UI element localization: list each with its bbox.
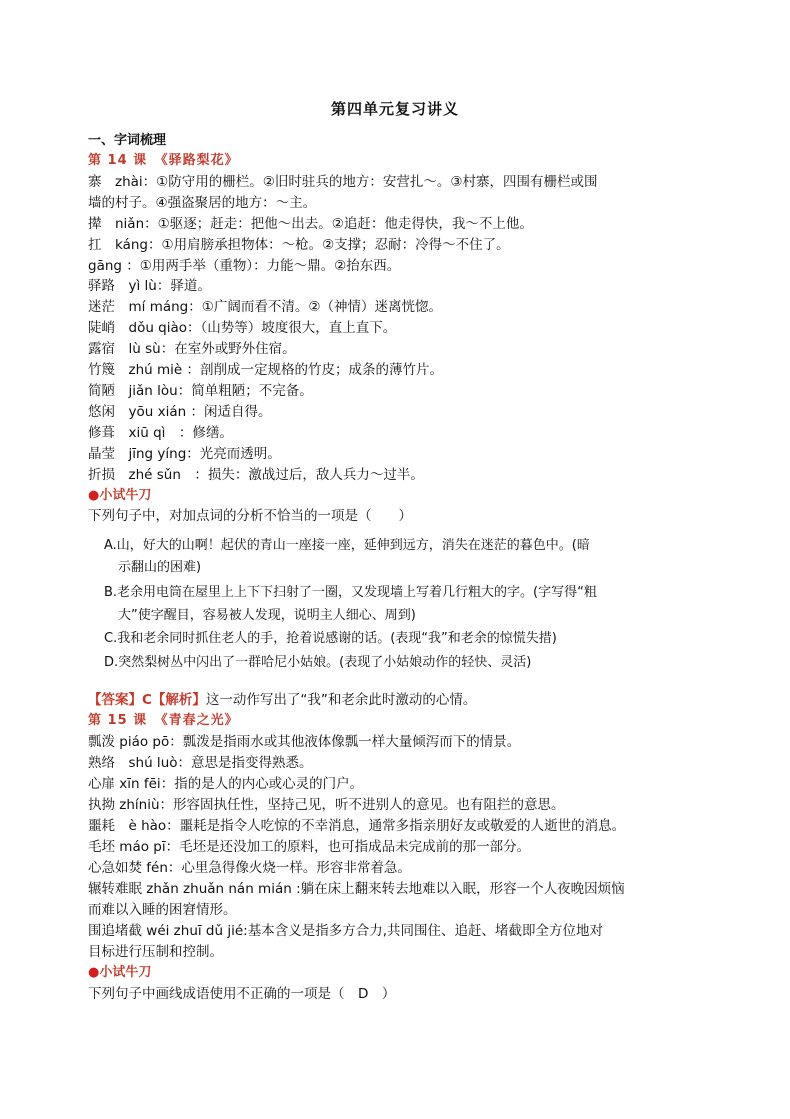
trial-label: 小试牛刀 [99, 965, 152, 980]
question-1: 下列句子中，对加点词的分析不恰当的一项是（ ） [88, 508, 412, 524]
answer-tag: 【答案】 [88, 692, 142, 708]
lesson-15-entry-line: 瓢泼 piáo pō：瓢泼是指雨水或其他液体像瓢一样大量倾泻而下的情景。 [88, 734, 521, 750]
lesson-15-entry-line: 目标进行压制和控制。 [88, 944, 223, 960]
lesson-15-entry-line: 心急如焚 fén：心里急得像火烧一样。形容非常着急。 [88, 860, 411, 876]
lesson-14-entry-line: 露宿 lù sù：在室外或野外住宿。 [88, 341, 296, 357]
lesson-15-entry-line: 围追堵截 wéi zhuī dǔ jié:基本含义是指多方合力,共同围住、追赶、堵截即全方位地对 [88, 923, 603, 939]
question-1-option-line: 示翻山的困难) [118, 560, 202, 575]
lesson-15-entry-line: 毛坯 máo pī：毛坯是还没加工的原料，也可指成品未完成前的那一部分。 [88, 839, 531, 855]
lesson-14-entry-line: 陡峭 dǒu qiào：（山势等）坡度很大，直上直下。 [88, 320, 397, 336]
lesson-14-entry-line: gāng ：①用两手举（重物）：力能～鼎。②抬东西。 [88, 258, 401, 274]
bullet-dot-icon: ● [88, 488, 100, 503]
lesson-14-entry-line: 折损 zhé sǔn ：损失：激战过后，敌人兵力～过半。 [88, 467, 424, 483]
lesson-14-entry-line: 迷茫 mí máng：①广阔而看不清。②（神情）迷离恍惚。 [88, 299, 442, 315]
question-1-option-line: A.山，好大的山啊！起伏的青山一座接一座，延伸到远方，消失在迷茫的暮色中。(暗 [104, 538, 590, 553]
bullet-dot-icon: ● [88, 965, 100, 980]
answer-letter: C [142, 692, 152, 708]
lesson-14-entry-line: 驿路 yì lù：驿道。 [88, 278, 211, 294]
lesson-15-entry-line: 执拗 zhíniù：形容固执任性，坚持己见，听不进别人的意见。也有阻拦的意思。 [88, 797, 565, 813]
lesson-14-entry-line: 扛 káng：①用肩膀承担物体：～枪。②支撑；忍耐：冷得～不住了。 [88, 237, 510, 253]
analysis-text: 这一动作写出了“我”和老余此时激动的心情。 [205, 692, 477, 708]
trial-heading-2 [88, 963, 718, 983]
lesson-15-heading: 第 15 课 《青春之光》 [88, 713, 239, 728]
question-2-suffix: ） [368, 986, 396, 1002]
lesson-14-entry-line: 撵 niǎn：①驱逐；赶走：把他～出去。②追赶：他走得快，我～不上他。 [88, 216, 533, 232]
question-1-answer [88, 690, 718, 710]
lesson-14-entry-line: 竹篾 zhú miè ：剖削成一定规格的竹皮；成条的薄竹片。 [88, 362, 443, 378]
trial-heading-1 [88, 486, 718, 506]
analysis-tag: 【解析】 [151, 692, 206, 708]
page-title: 第四单元复习讲义 [330, 100, 459, 118]
lesson-14-entry-line: 晶莹 jīng yíng：光亮而透明。 [88, 446, 281, 462]
lesson-15-entry-line: 噩耗 è hào：噩耗是指令人吃惊的不幸消息，通常多指亲朋好友或敬爱的人逝世的消息。 [88, 818, 626, 834]
lesson-14-entry-line: 寨 zhài：①防守用的栅栏。②旧时驻兵的地方：安营扎～。③村寨，四围有栅栏或围 [88, 174, 598, 190]
lesson-14-entry-line: 简陋 jiǎn lòu：简单粗陋；不完备。 [88, 383, 313, 399]
lesson-14-heading: 第 14 课 《驿路梨花》 [88, 153, 239, 168]
question-2 [88, 984, 718, 1004]
question-1-option-line: C.我和老余同时抓住老人的手，抢着说感谢的话。(表现“我”和老余的惊慌失措) [104, 631, 557, 646]
lesson-14-entry-line: 墙的村子。④强盗聚居的地方：～主。 [88, 195, 317, 211]
lesson-15-entry-line: 辗转难眠 zhǎn zhuǎn nán mián :躺在床上翻来转去地难以入眠，形容一个人夜晚因烦恼 [88, 881, 625, 897]
question-1-option-line: 大”使字醒目，容易被人发现，说明主人细心、周到) [118, 608, 416, 623]
lesson-15-entry-line: 心扉 xīn fēi：指的是人的内心或心灵的门户。 [88, 776, 364, 792]
question-1-option-line: D.突然梨树丛中闪出了一群哈尼小姑娘。(表现了小姑娘动作的轻快、灵活) [104, 655, 532, 670]
trial-label: 小试牛刀 [99, 488, 152, 503]
section-heading: 一、字词梳理 [88, 133, 167, 148]
question-2-answer: D [358, 986, 369, 1002]
lesson-14-entry-line: 修葺 xiū qì ：修缮。 [88, 425, 233, 441]
question-2-text: 下列句子中画线成语使用不正确的一项是（ [88, 986, 358, 1002]
lesson-15-entry-line: 而难以入睡的困窘情形。 [88, 902, 237, 918]
question-1-option-line: B.老余用电筒在屋里上上下下扫射了一圈，又发现墙上写着几行粗大的字。(字写得“粗 [104, 585, 597, 600]
lesson-14-entry-line: 悠闲 yōu xián ：闲适自得。 [88, 404, 272, 420]
lesson-15-entry-line: 熟络 shú luò：意思是指变得熟悉。 [88, 755, 313, 771]
